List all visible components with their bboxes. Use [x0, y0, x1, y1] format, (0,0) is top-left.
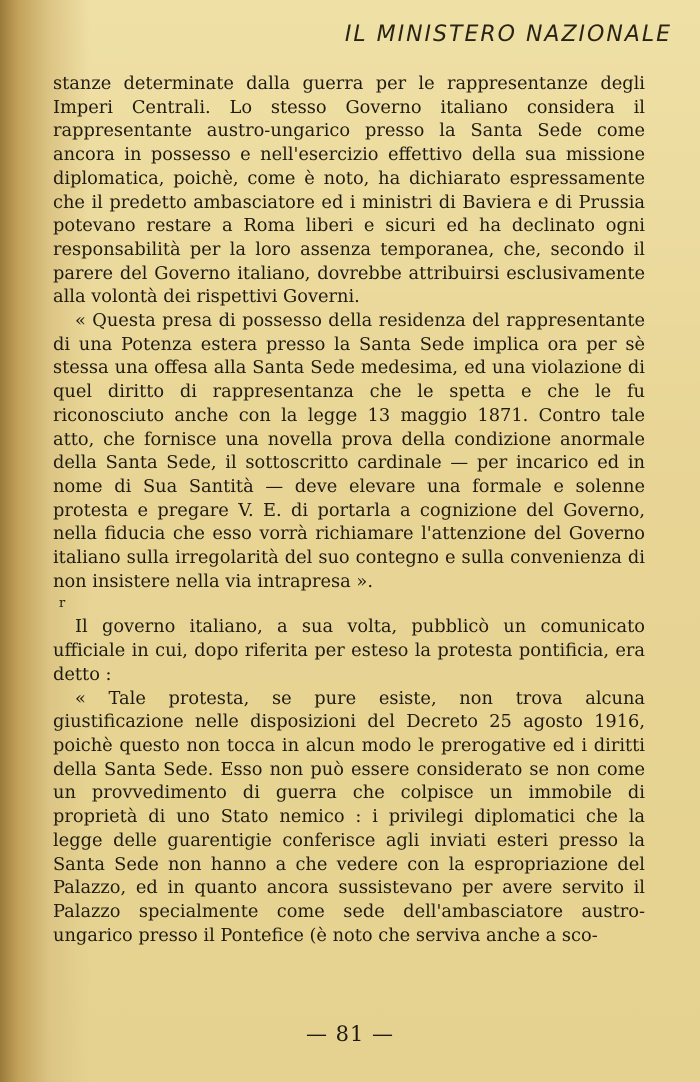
paragraph-government-reply: Il governo italiano, a sua volta, pubblicò un comunicato ufficiale in cui, dopo riferita per esteso la protesta pontificia, era detto :: [53, 616, 645, 685]
page-number: — 81 —: [305, 1022, 395, 1046]
paragraph-protest-quote: « Questa presa di possesso della residenza del rappresentante di una Potenza estera presso la Santa Sede implica ora per sè stessa una offesa alla Santa Sede medesima, ed una violazione di quel diritto di rappresentanza che le spetta e che le fu riconosciuto anche con la legge 13 maggio 1871. Contro tale atto, che fornisce una novella prova della condizione anormale della Santa Sede, il sottoscritto cardinale — per incarico ed in nome di Sua Santità — deve elevare una formale e solenne protesta e pregare V. E. di portarla a cognizione del Governo, nella fiducia che esso vorrà richiamare l'attenzione del Governo italiano sulla irregolarità del suo contegno e sulla convenienza di non insistere nella via intrapresa ».: [53, 310, 645, 592]
stray-print-mark: r: [59, 596, 66, 612]
paragraph-continuation: stanze determinate dalla guerra per le rappresentanze degli Imperi Centrali. Lo stesso Governo italiano considera il rappresentante austro-ungarico presso la Santa Sede come ancora in possesso e nell'esercizio effettivo della sua missione diplomatica, poichè, come è noto, ha dichiarato espressamente che il predetto ambasciatore ed i ministri di Baviera e di Prussia potevano restare a Roma liberi e sicuri ed ha declinato ogni responsabilità per la loro assenza temporanea, che, secondo il parere del Governo italiano, dovrebbe attribuirsi esclusivamente alla volontà dei rispettivi Governi.: [53, 73, 645, 308]
paragraph-communique-quote: « Tale protesta, se pure esiste, non trova alcuna giustificazione nelle disposizioni del Decreto 25 agosto 1916, poichè questo non tocca in alcun modo le prerogative ed i diritti della Santa Sede. Esso non può essere considerato se non come un provvedimento di guerra che colpisce un immobile di proprietà di uno Stato nemico : i privilegi diplomatici che la legge delle guarentigie conferisce agli inviati esteri presso la Santa Sede non hanno a che vedere con la espropriazione del Palazzo, ed in quanto ancora sussistevano per avere servito il Palazzo specialmente come sede dell'ambasciatore austro-ungarico presso il Pontefice (è noto che serviva anche a sco-: [53, 687, 645, 946]
running-head: IL MINISTERO NAZIONALE: [344, 22, 672, 47]
body-text: [53, 72, 645, 947]
